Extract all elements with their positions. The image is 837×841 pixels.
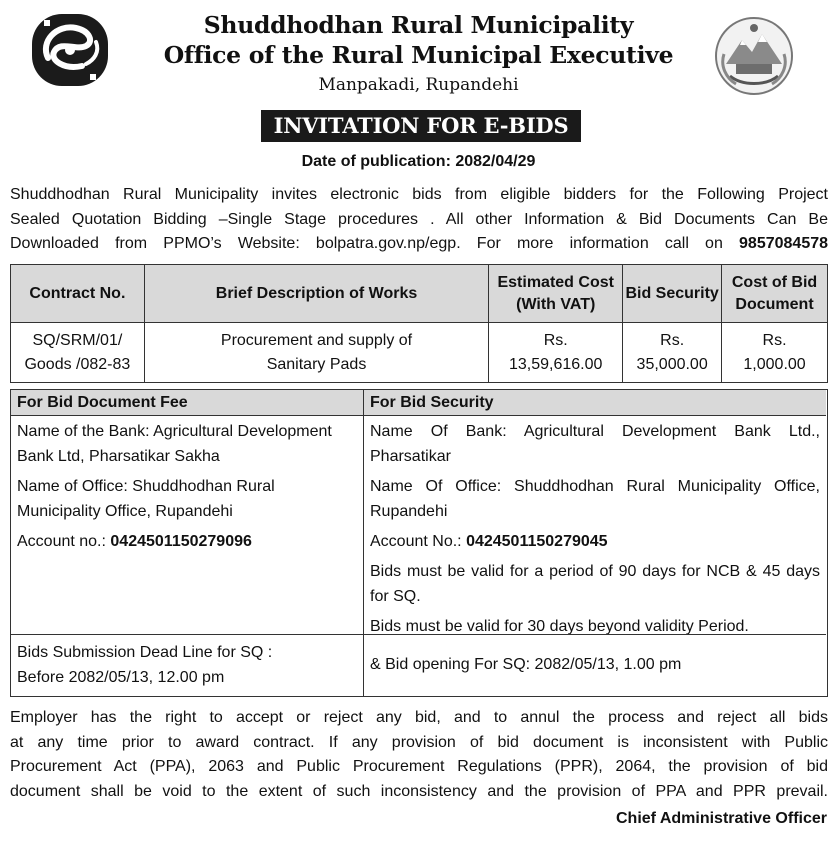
fee-account-number: 0424501150279096 <box>110 533 252 550</box>
terms-line: at any time prior to award contract. If any provision of bid document is inconsistent with Public <box>10 733 828 751</box>
work-description-text: Procurement and supply of Sanitary Pads <box>220 331 413 373</box>
office-address: Manpakadi, Rupandehi <box>318 75 519 95</box>
table-row <box>11 323 828 383</box>
fee-office-name: Name of Office: Shuddhodhan Rural Municipality Office, Rupandehi <box>17 478 275 520</box>
bid-security-amount <box>623 323 722 383</box>
security-account-number: 0424501150279045 <box>466 533 608 550</box>
letterhead <box>0 10 837 97</box>
column-header: Bid Security <box>623 265 722 323</box>
deadline-label: Bids Submission Dead Line for SQ : <box>17 644 273 661</box>
contract-number: SQ/SRM/01/ Goods /082-83 <box>11 323 145 383</box>
column-header: Contract No. <box>11 265 145 323</box>
payment-details-grid <box>10 389 828 697</box>
estimated-cost <box>489 323 623 383</box>
terms-line: document shall be void to the extent of such inconsistency and the provision of PPA and PPR prevail. <box>10 782 828 800</box>
terms-line: Procurement Act (PPA), 2063 and Public Procurement Regulations (PPR), 2064, the provision of bid <box>10 758 828 775</box>
bid-security-heading: For Bid Security <box>364 390 826 416</box>
column-header: Cost of Bid Document <box>722 265 828 323</box>
security-bank-name: Name Of Bank: Agricultural Development Bank Ltd., Pharsatikar <box>370 423 820 465</box>
table-header-row <box>11 265 828 323</box>
intro-line: Sealed Quotation Bidding –Single Stage procedures . All other Information & Bid Documents Can Be <box>10 210 828 228</box>
column-header-text: Estimated Cost (With VAT) <box>497 273 614 313</box>
publication-date: Date of publication: 2082/04/29 <box>301 153 536 170</box>
estimated-cost-text: Rs. 13,59,616.00 <box>509 331 603 373</box>
security-office-name: Name Of Office: Shuddhodhan Rural Municipality Office, Rupandehi <box>370 478 820 520</box>
bid-security-section <box>364 390 826 634</box>
bid-fee-section <box>11 390 364 634</box>
intro-line: Shuddhodhan Rural Municipality invites electronic bids from eligible bidders for the Following Project <box>10 186 828 203</box>
security-account-label: Account No.: <box>370 533 462 550</box>
bid-document-cost <box>722 323 828 383</box>
deadline-value: Before 2082/05/13, 12.00 pm <box>17 669 225 686</box>
bid-fee-heading: For Bid Document Fee <box>11 390 363 416</box>
office-name: Office of the Rural Municipal Executive <box>163 41 674 69</box>
deadline-row <box>11 634 826 696</box>
bid-table <box>10 264 828 383</box>
fee-bank-name: Name of the Bank: Agricultural Development Bank Ltd, Pharsatikar Sakha <box>17 423 332 465</box>
bid-security-text: Rs. 35,000.00 <box>636 331 708 373</box>
notice-banner: INVITATION FOR E-BIDS <box>261 110 581 142</box>
bid-opening: & Bid opening For SQ: 2082/05/13, 1.00 pm <box>370 656 682 673</box>
terms-paragraph <box>10 706 828 804</box>
contact-phone: 9857084578 <box>739 235 829 252</box>
security-account-line <box>370 529 820 554</box>
validity-extension-note: Bids must be valid for 30 days beyond validity Period. <box>370 618 749 635</box>
work-description <box>144 323 488 383</box>
fee-account-label: Account no.: <box>17 533 106 550</box>
intro-line <box>10 232 828 257</box>
fee-account-line <box>17 529 357 554</box>
validity-note: Bids must be valid for a period of 90 days for NCB & 45 days for SQ. <box>370 563 820 605</box>
column-header: Brief Description of Works <box>144 265 488 323</box>
municipality-name: Shuddhodhan Rural Municipality <box>203 11 634 39</box>
column-header <box>489 265 623 323</box>
intro-paragraph <box>10 183 828 257</box>
signatory-title: Chief Administrative Officer <box>615 810 827 827</box>
bid-document-cost-text: Rs. 1,000.00 <box>743 331 806 373</box>
submission-deadline <box>11 635 364 697</box>
terms-line: Employer has the right to accept or reject any bid, and to annul the process and reject all bids <box>10 709 828 726</box>
intro-line-text: Downloaded from PPMO’s Website: bolpatra.gov.np/egp. For more information call on <box>10 235 723 252</box>
